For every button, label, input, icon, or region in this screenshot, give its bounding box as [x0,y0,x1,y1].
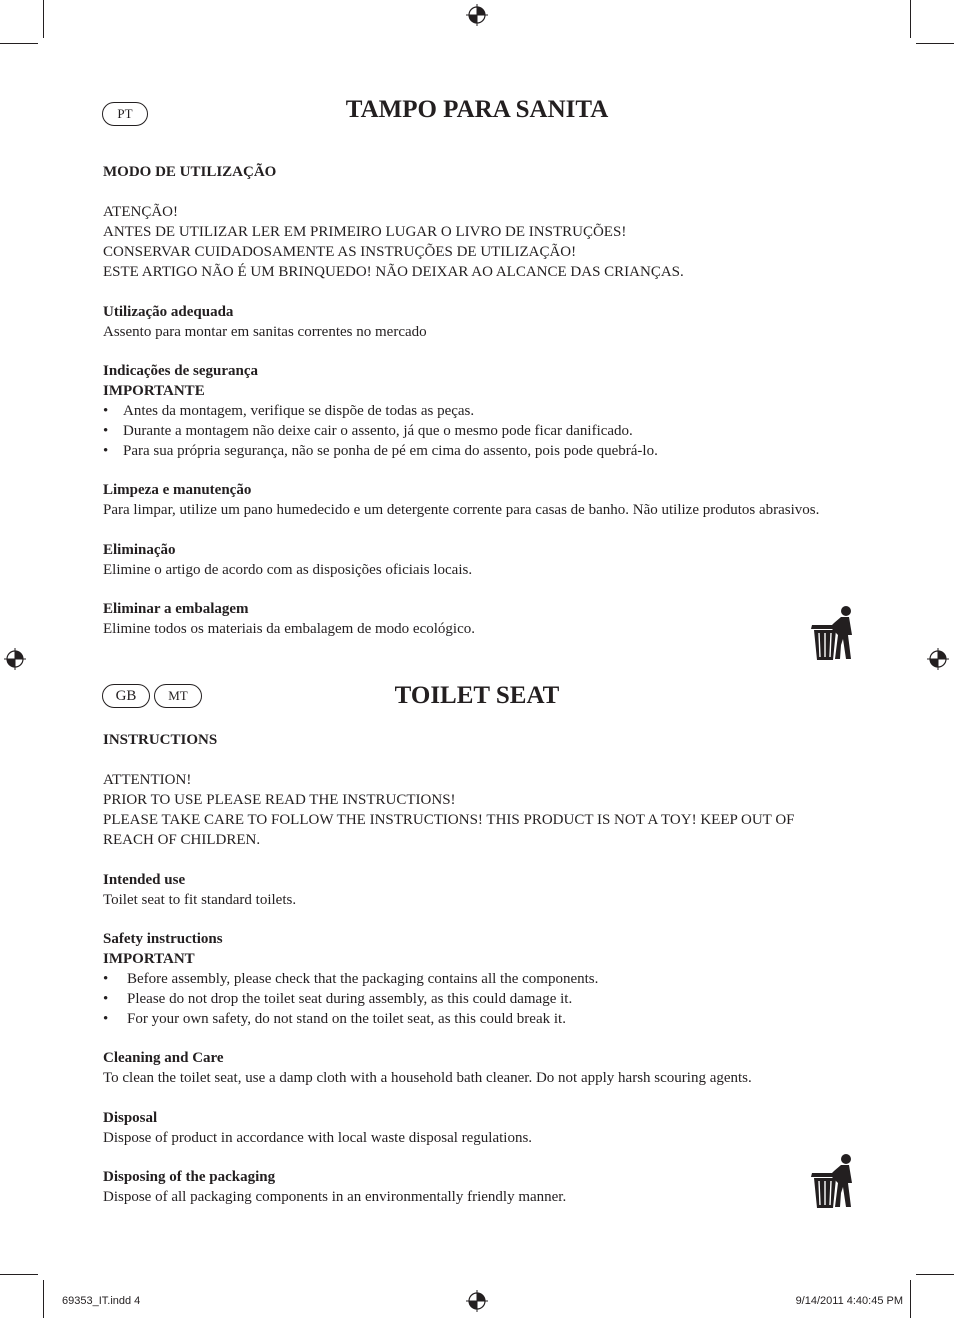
pt-safety-item-text: Para sua própria segurança, não se ponha de pé em cima do assento, pois pode quebrá-lo. [123,443,658,459]
gb-attention-line: PLEASE TAKE CARE TO FOLLOW THE INSTRUCTIONS! THIS PRODUCT IS NOT A TOY! KEEP OUT OF REACH OF CHILDREN. [103,812,795,848]
pt-attention-line: ANTES DE UTILIZAR LER EM PRIMEIRO LUGAR O LIVRO DE INSTRUÇÕES! [103,224,627,240]
pt-safety-item-text: Antes da montagem, verifique se dispõe de todas as peças. [123,403,475,419]
language-badge-gb: GB [102,684,150,708]
language-badge-pt: PT [102,102,148,126]
crop-mark [916,1274,954,1275]
gb-safety-item [103,989,863,1009]
bullet: • [103,991,109,1007]
crop-mark [916,43,954,44]
gb-cleaning-heading: Cleaning and Care [103,1050,224,1066]
pt-instructions-heading: MODO DE UTILIZAÇÃO [103,164,277,180]
tidy-man-bin-icon [808,1153,854,1209]
pt-attention-line: CONSERVAR CUIDADOSAMENTE AS INSTRUÇÕES DE UTILIZAÇÃO! [103,244,577,260]
pt-packaging-text: Elimine todos os materiais da embalagem de modo ecológico. [103,621,475,637]
pt-safety-subheading: IMPORTANTE [103,383,205,399]
bullet: • [103,443,109,459]
pt-intended-use-text: Assento para montar em sanitas correntes no mercado [103,324,427,340]
pt-disposal-text: Elimine o artigo de acordo com as disposições oficiais locais. [103,562,473,578]
gb-attention-line: ATTENTION! [103,772,192,788]
registration-mark-icon [4,648,26,670]
gb-disposal-text: Dispose of product in accordance with local waste disposal regulations. [103,1130,533,1146]
pt-safety-item [103,441,863,461]
gb-safety-item-text: Please do not drop the toilet seat during assembly, as this could damage it. [127,991,573,1007]
gb-page-title: TOILET SEAT [394,682,560,709]
gb-safety-item-text: For your own safety, do not stand on the toilet seat, as this could break it. [127,1011,566,1027]
gb-safety-item [103,969,863,989]
crop-mark [43,0,44,38]
gb-intended-use-heading: Intended use [103,872,186,888]
gb-instructions-heading: INSTRUCTIONS [103,732,218,748]
pt-attention-line: ATENÇÃO! [103,204,178,220]
pt-cleaning-heading: Limpeza e manutenção [103,482,252,498]
gb-cleaning-text: To clean the toilet seat, use a damp cloth with a household bath cleaner. Do not apply harsh scouring agents. [103,1070,752,1086]
gb-disposal-heading: Disposal [103,1110,158,1126]
gb-packaging-heading: Disposing of the packaging [103,1169,276,1185]
crop-mark [0,1274,38,1275]
gb-safety-heading: Safety instructions [103,931,223,947]
footer-file-info: 69353_IT.indd 4 [62,1295,141,1307]
crop-mark [0,43,38,44]
gb-intended-use-text: Toilet seat to fit standard toilets. [103,892,297,908]
tidy-man-bin-icon [808,605,854,661]
pt-packaging-heading: Eliminar a embalagem [103,601,249,617]
pt-intended-use-heading: Utilização adequada [103,304,234,320]
crop-mark [43,1280,44,1318]
crop-mark [910,1280,911,1318]
pt-safety-heading: Indicações de segurança [103,363,258,379]
gb-safety-item-text: Before assembly, please check that the packaging contains all the components. [127,971,599,987]
registration-mark-icon [466,4,488,26]
bullet: • [103,423,109,439]
pt-disposal-heading: Eliminação [103,542,176,558]
registration-mark-icon [927,648,949,670]
registration-mark-icon [466,1290,488,1312]
gb-attention-line: PRIOR TO USE PLEASE READ THE INSTRUCTIONS! [103,792,456,808]
bullet: • [103,403,109,419]
gb-packaging-text: Dispose of all packaging components in an environmentally friendly manner. [103,1189,567,1205]
pt-safety-item [103,421,863,441]
gb-safety-item [103,1009,863,1029]
crop-mark [910,0,911,38]
gb-body [103,730,863,1207]
bullet: • [103,971,109,987]
language-badge-mt: MT [154,684,202,708]
footer-timestamp: 9/14/2011 4:40:45 PM [795,1295,903,1307]
pt-page-title: TAMPO PARA SANITA [345,96,609,123]
gb-safety-subheading: IMPORTANT [103,951,195,967]
pt-cleaning-text: Para limpar, utilize um pano humedecido e um detergente corrente para casas de banho. Não utilize produtos abrasivos. [103,502,820,518]
pt-safety-item [103,401,863,421]
pt-safety-item-text: Durante a montagem não deixe cair o assento, já que o mesmo pode ficar danificado. [123,423,633,439]
bullet: • [103,1011,109,1027]
pt-attention-line: ESTE ARTIGO NÃO É UM BRINQUEDO! NÃO DEIXAR AO ALCANCE DAS CRIANÇAS. [103,264,684,280]
pt-body [103,162,863,639]
